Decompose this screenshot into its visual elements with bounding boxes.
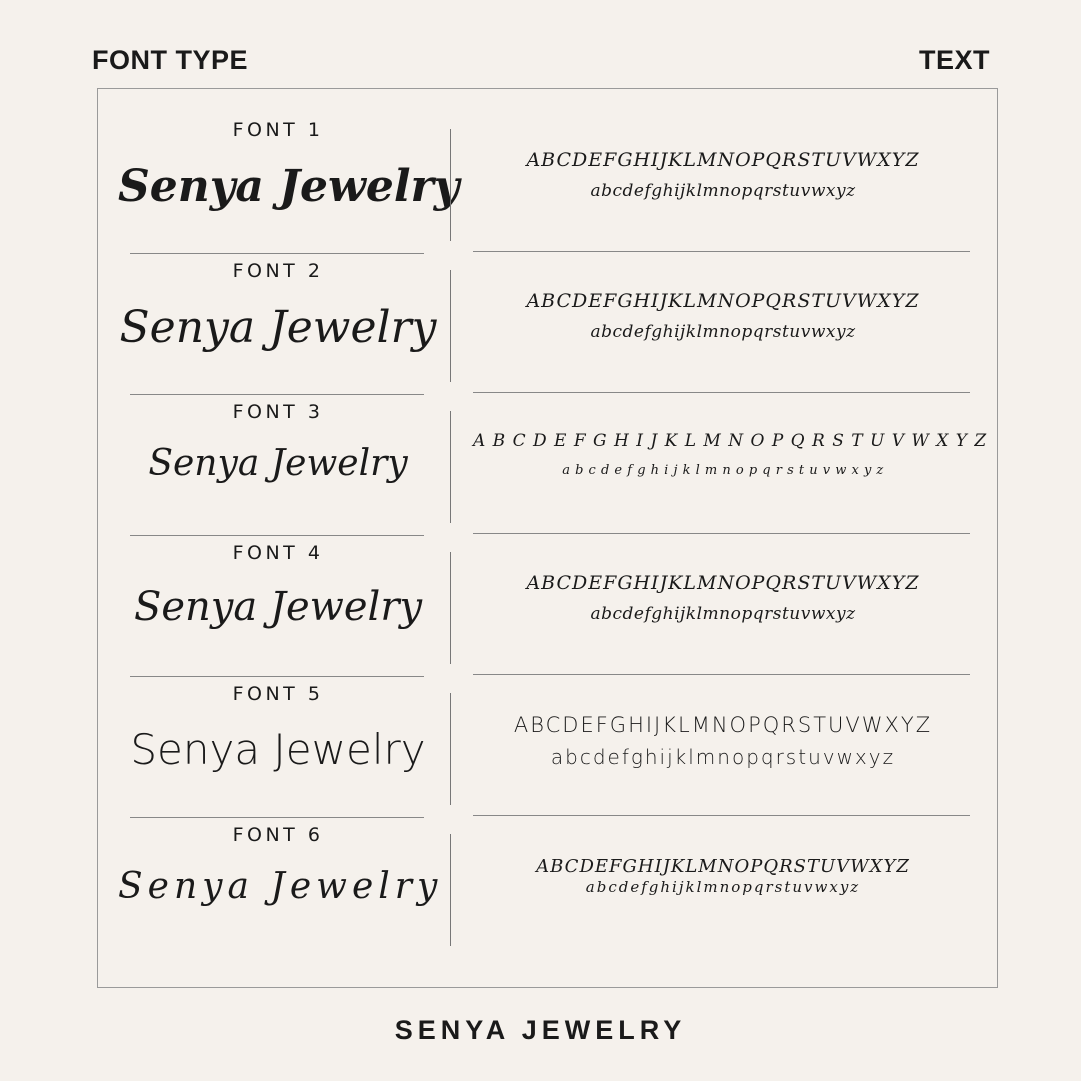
divider	[450, 693, 451, 805]
font-row	[98, 794, 997, 935]
font-row	[98, 89, 997, 230]
text-heading: TEXT	[918, 45, 990, 75]
font-row	[98, 230, 997, 371]
divider	[450, 129, 451, 241]
font-label: FONT 3	[232, 401, 324, 423]
font-sample: Senya Jewelry	[118, 161, 460, 212]
uppercase-alphabet: A B C D E F G H I J K L M N O P Q R S T U V W X Y Z	[473, 431, 988, 451]
uppercase-alphabet: ABCDEFGHIJKLMNOPQRSTUVWXYZ	[526, 572, 920, 594]
font-chart	[97, 88, 998, 988]
font-label: FONT 2	[232, 260, 324, 282]
font-row	[98, 512, 997, 653]
lowercase-alphabet: abcdefghijklmnopqrstuvwxyz	[585, 878, 861, 896]
brand-footer: SENYA JEWELRY	[394, 1015, 687, 1045]
uppercase-alphabet: ABCDEFGHIJKLMNOPQRSTUVWXYZ	[513, 713, 933, 737]
lowercase-alphabet: a b c d e f g h i j k l m n o p q r s t u v w x y z	[562, 463, 884, 478]
font-sample: Senya Jewelry	[133, 584, 423, 630]
font-label: FONT 4	[232, 542, 324, 564]
font-sample: Senya Jewelry	[118, 866, 443, 907]
lowercase-alphabet: abcdefghijklmnopqrstuvwxyz	[550, 745, 896, 769]
font-sample: Senya Jewelry	[119, 302, 437, 353]
font-row	[98, 653, 997, 794]
divider	[450, 411, 451, 523]
uppercase-alphabet: ABCDEFGHIJKLMNOPQRSTUVWXYZ	[526, 149, 920, 171]
font-row	[98, 371, 997, 512]
font-sample: Senya Jewelry	[130, 725, 426, 774]
lowercase-alphabet: abcdefghijklmnopqrstuvwxyz	[590, 322, 856, 342]
lowercase-alphabet: abcdefghijklmnopqrstuvwxyz	[590, 181, 856, 201]
font-label: FONT 5	[232, 683, 324, 705]
uppercase-alphabet: ABCDEFGHIJKLMNOPQRSTUVWXYZ	[526, 290, 920, 312]
divider	[450, 834, 451, 946]
divider	[450, 552, 451, 664]
font-type-heading: FONT TYPE	[92, 45, 249, 75]
uppercase-alphabet: ABCDEFGHIJKLMNOPQRSTUVWXYZ	[536, 856, 910, 877]
font-sample: Senya Jewelry	[148, 443, 408, 484]
font-label: FONT 6	[232, 824, 324, 846]
divider	[450, 270, 451, 382]
lowercase-alphabet: abcdefghijklmnopqrstuvwxyz	[590, 604, 856, 624]
font-label: FONT 1	[232, 119, 324, 141]
